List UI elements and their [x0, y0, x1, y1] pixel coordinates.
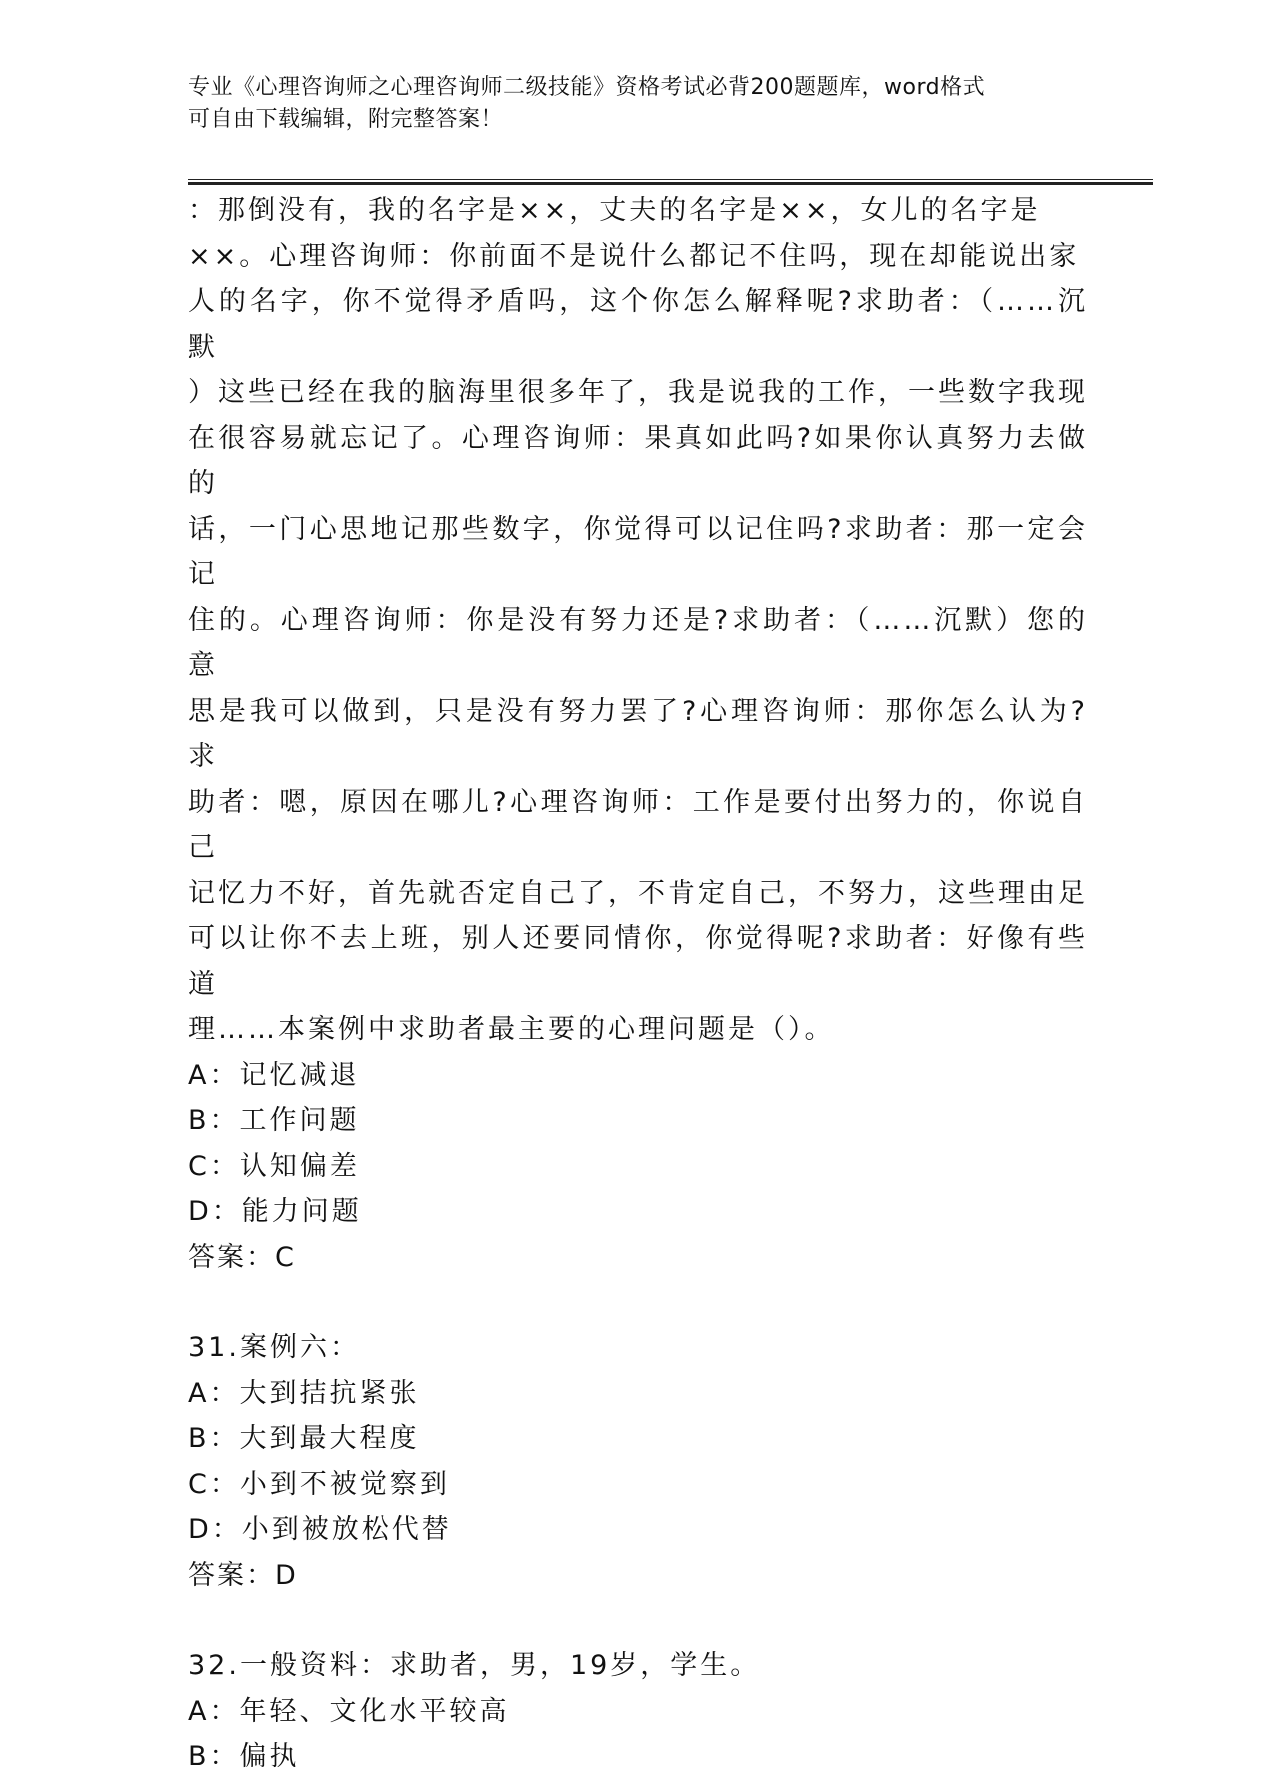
- question-31-stem: 31.案例六：: [188, 1332, 360, 1363]
- option-a: A：记忆减退: [188, 1059, 360, 1091]
- stem-line: ××。心理咨询师：你前面不是说什么都记不住吗，现在却能说出家: [188, 240, 1080, 272]
- option-b: B：工作问题: [188, 1105, 360, 1136]
- spacer: [188, 1280, 1088, 1325]
- option-b: B：大到最大程度: [188, 1423, 420, 1454]
- option-d: D：小到被放松代替: [188, 1514, 452, 1545]
- answer-line: 答案：C: [188, 1241, 296, 1273]
- question-32: [188, 1643, 1088, 1780]
- option-c: C：认知偏差: [188, 1150, 360, 1182]
- stem-line: ：那倒没有，我的名字是××，丈夫的名字是××，女儿的名字是: [188, 195, 1041, 226]
- stem-line: ）这些已经在我的脑海里很多年了，我是说我的工作，一些数字我现: [188, 377, 1088, 408]
- option-d: D：能力问题: [188, 1196, 362, 1227]
- answer-line: 答案：D: [188, 1559, 298, 1591]
- stem-line: 在很容易就忘记了。心理咨询师：果真如此吗?如果你认真努力去做的: [188, 422, 1088, 499]
- header-divider-thin: [188, 179, 1153, 180]
- stem-line: 住的。心理咨询师：你是没有努力还是?求助者：（……沉默）您的意: [188, 604, 1088, 681]
- document-header: [188, 72, 1068, 136]
- stem-line: 记忆力不好，首先就否定自己了，不肯定自己，不努力，这些理由足: [188, 877, 1088, 909]
- option-b: B：偏执: [188, 1741, 300, 1772]
- stem-line: 话，一门心思地记那些数字，你觉得可以记住吗?求助者：那一定会记: [188, 513, 1088, 590]
- document-body: [188, 188, 1088, 1780]
- header-title-line1: 专业《心理咨询师之心理咨询师二级技能》资格考试必背200题题库，word格式: [188, 75, 986, 100]
- stem-line: 思是我可以做到，只是没有努力罢了?心理咨询师：那你怎么认为?求: [188, 695, 1088, 772]
- stem-line: 助者：嗯，原因在哪儿?心理咨询师：工作是要付出努力的，你说自己: [188, 786, 1088, 863]
- stem-line: 理……本案例中求助者最主要的心理问题是（）。: [188, 1014, 835, 1045]
- stem-line: 可以让你不去上班，别人还要同情你，你觉得呢?求助者：好像有些道: [188, 923, 1088, 1000]
- question-32-stem: 32.一般资料：求助者，男，19岁，学生。: [188, 1650, 761, 1681]
- option-c: C：小到不被觉察到: [188, 1468, 450, 1500]
- stem-line: 人的名字，你不觉得矛盾吗，这个你怎么解释呢?求助者：（……沉默: [188, 286, 1088, 363]
- option-a: A：大到拮抗紧张: [188, 1377, 420, 1409]
- header-title-line2: 可自由下载编辑，附完整答案！: [188, 107, 504, 132]
- header-divider-thick: [188, 182, 1153, 185]
- question-30: [188, 188, 1088, 1280]
- option-a: A：年轻、文化水平较高: [188, 1695, 510, 1727]
- question-31: [188, 1325, 1088, 1598]
- spacer: [188, 1598, 1088, 1643]
- question-30-stem: [188, 188, 1088, 1053]
